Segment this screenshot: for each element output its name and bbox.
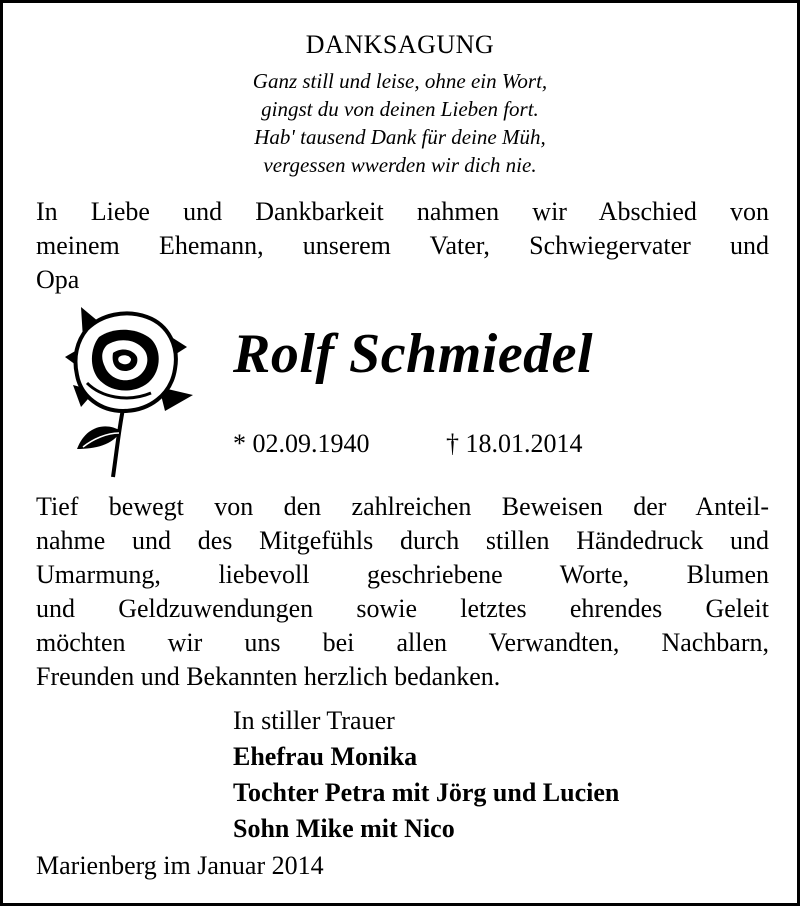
intro-line: meinem Ehemann, unserem Vater, Schwiegervater und [36, 231, 769, 260]
intro-line: Opa [36, 265, 80, 294]
mourners-intro: In stiller Trauer [233, 706, 395, 735]
poem [3, 67, 797, 179]
death-date: † 18.01.2014 [446, 429, 583, 458]
poem-line: Hab' tausend Dank für deine Müh, [254, 125, 546, 149]
thanks-line: Umarmung, liebevoll geschriebene Worte, Blumen [36, 560, 769, 589]
intro-paragraph [36, 195, 769, 297]
thanks-line: Freunden und Bekannten herzlich bedanken. [36, 662, 501, 691]
mourner-name: Sohn Mike mit Nico [233, 814, 455, 843]
birth-date: * 02.09.1940 [233, 429, 370, 458]
thanks-line: Tief bewegt von den zahlreichen Beweisen der Anteil- [36, 492, 769, 521]
rose-icon [47, 299, 197, 481]
thanks-paragraph [36, 490, 769, 694]
poem-line: Ganz still und leise, ohne ein Wort, [252, 69, 548, 93]
mourner-name: Tochter Petra mit Jörg und Lucien [233, 778, 620, 807]
poem-line: gingst du von deinen Lieben fort. [261, 97, 539, 121]
poem-line: vergessen wwerden wir dich nie. [263, 153, 537, 177]
thanks-line: möchten wir uns bei allen Verwandten, Nachbarn, [36, 628, 769, 657]
place-date: Marienberg im Januar 2014 [36, 851, 324, 880]
thanks-line: nahme und des Mitgefühls durch stillen Händedruck und [36, 526, 769, 555]
thanks-line: und Geldzuwendungen sowie letztes ehrendes Geleit [36, 594, 769, 623]
mourners-block [233, 703, 619, 847]
deceased-name: Rolf Schmiedel [233, 323, 594, 385]
mourner-name: Ehefrau Monika [233, 742, 418, 771]
notice-heading: DANKSAGUNG [305, 30, 495, 59]
intro-line: In Liebe und Dankbarkeit nahmen wir Abschied von [36, 197, 769, 226]
